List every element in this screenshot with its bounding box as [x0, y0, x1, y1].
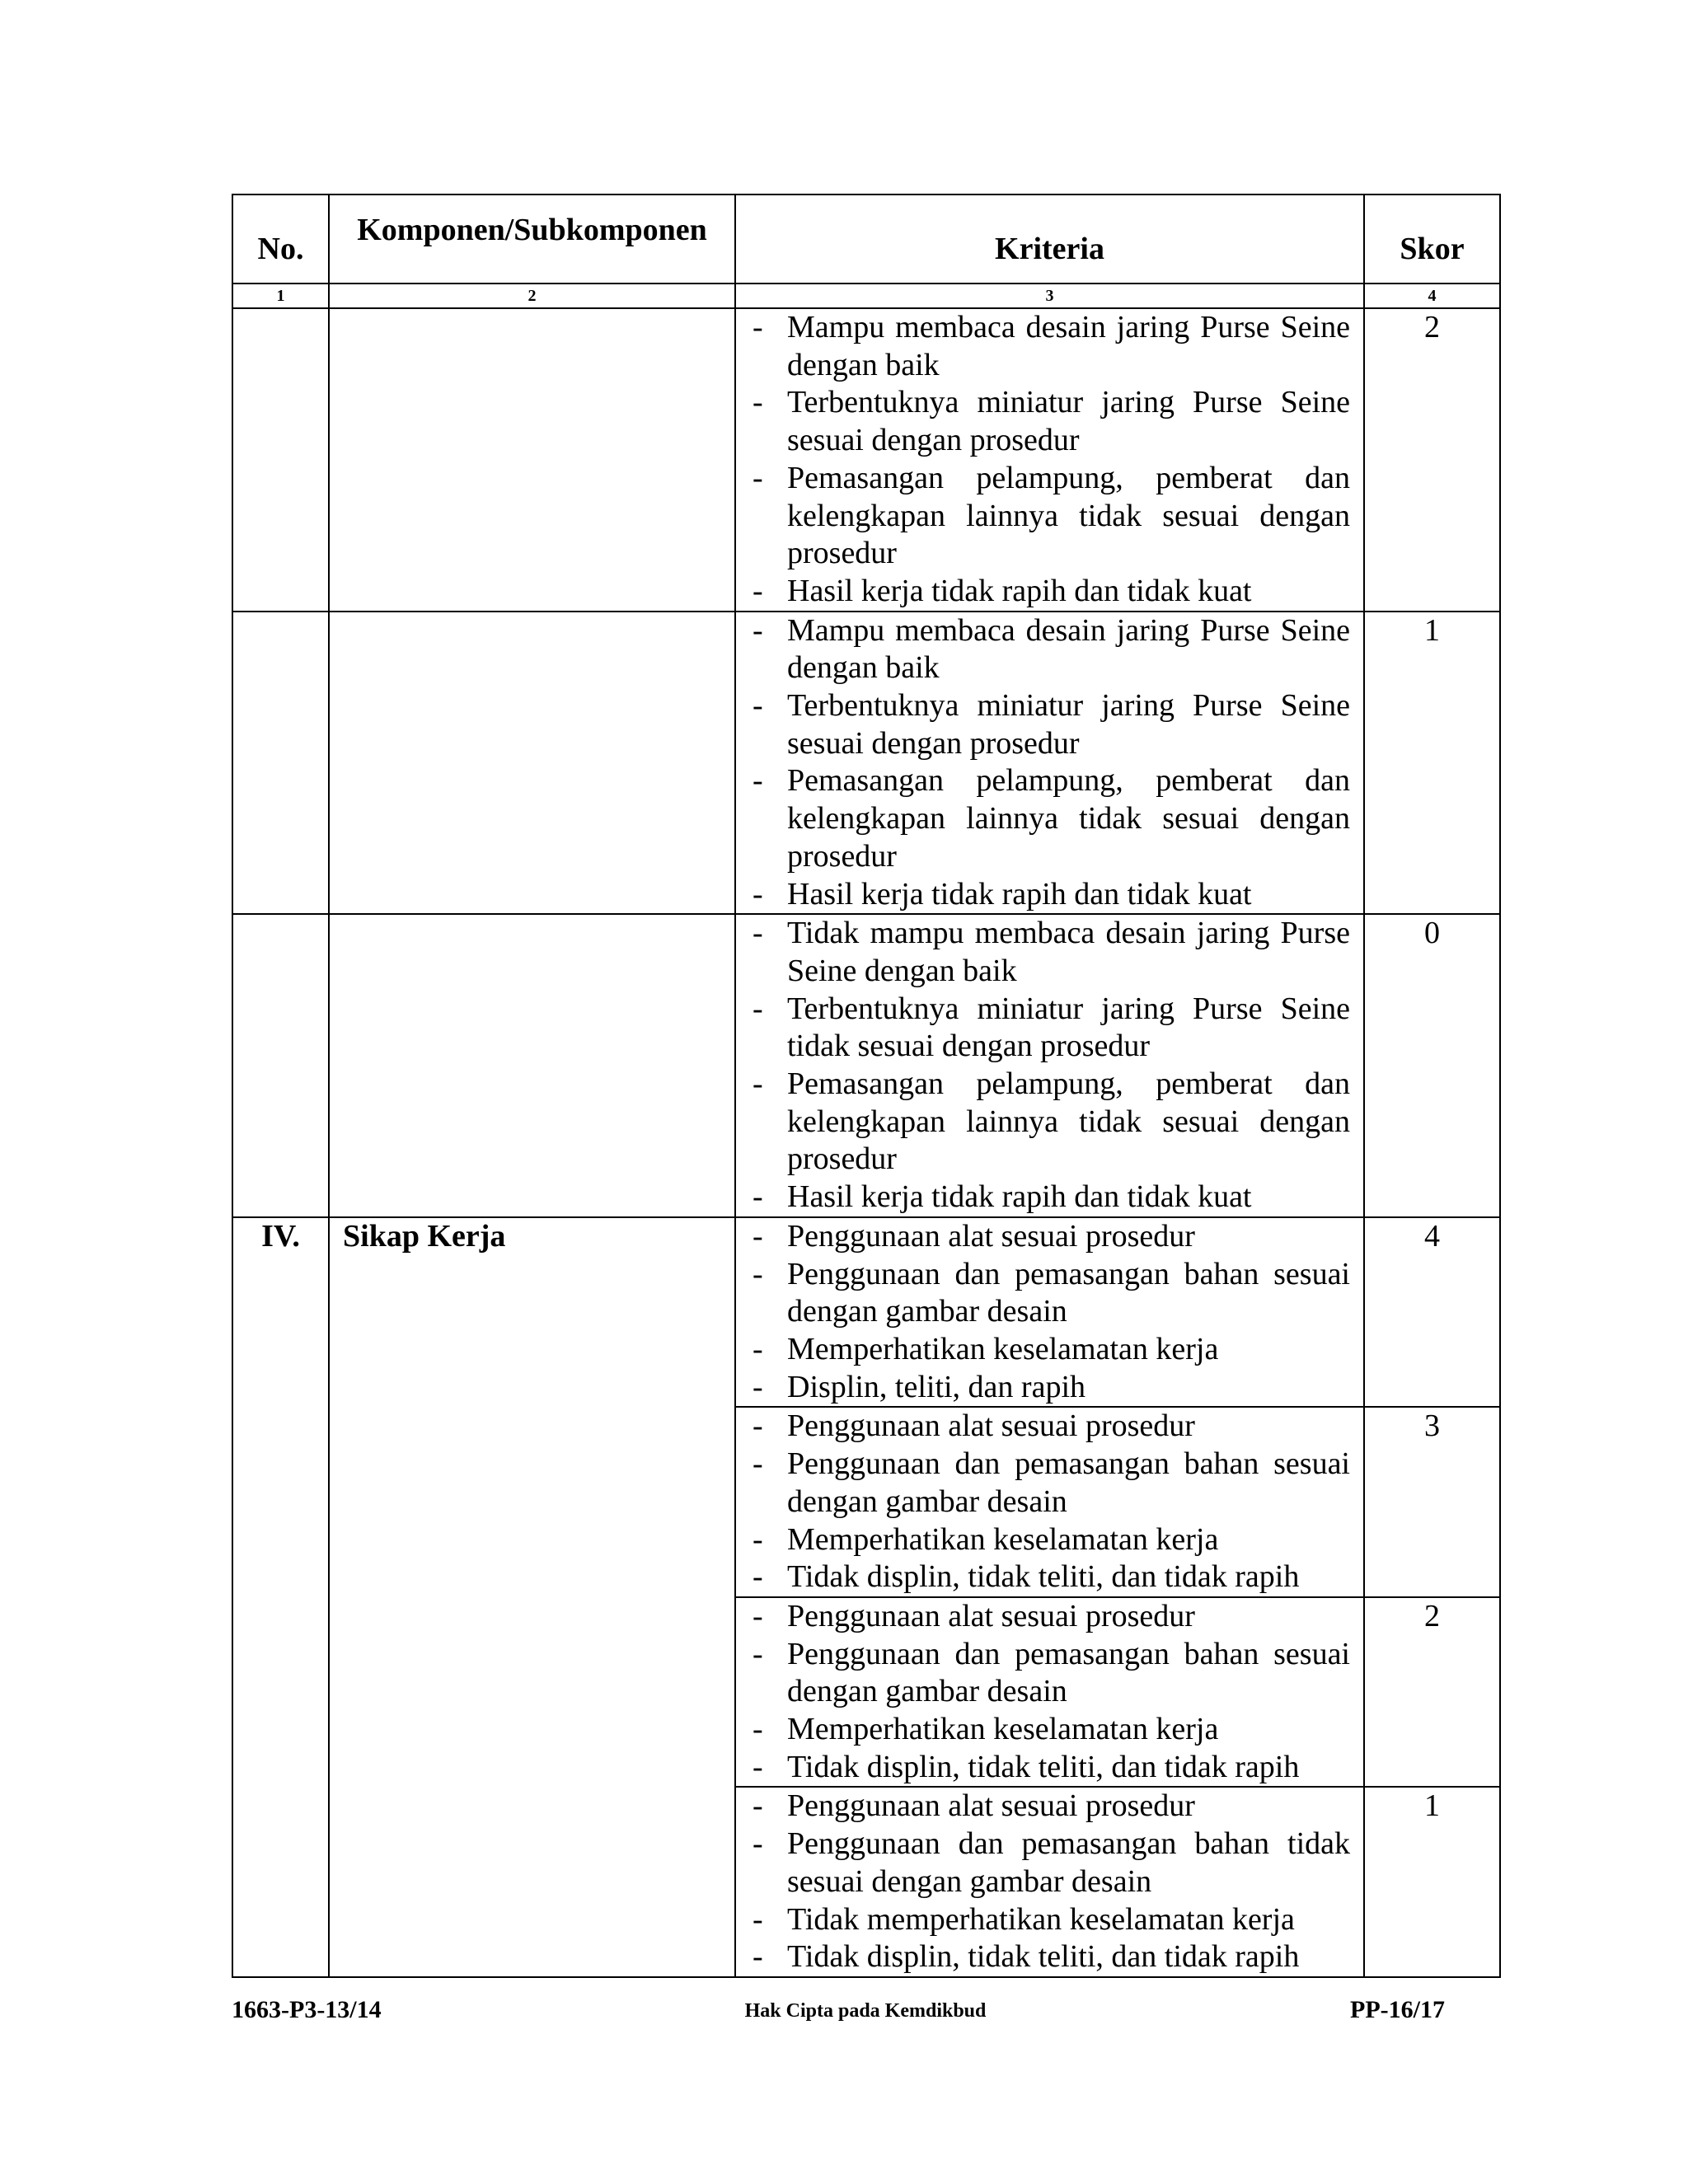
- column-number: 4: [1364, 284, 1500, 308]
- criteria-item: - Penggunaan alat sesuai prosedur: [753, 1788, 1195, 1824]
- score-cell: 2: [1364, 308, 1500, 612]
- kriteria-cell: [735, 308, 1364, 612]
- kriteria-cell: [735, 1217, 1364, 1408]
- table-row: [232, 308, 1500, 612]
- score-cell: 2: [1364, 1597, 1500, 1788]
- criteria-item: - Penggunaan dan pemasangan bahan sesuai dengan gambar desain: [753, 1256, 1350, 1329]
- kriteria-cell: [735, 612, 1364, 915]
- criteria-item: - Pemasangan pelampung, pemberat dan kelengkapan lainnya tidak sesuai dengan prosedur: [753, 763, 1350, 874]
- criteria-item: - Tidak displin, tidak teliti, dan tidak rapih: [753, 1749, 1300, 1784]
- criteria-item: - Penggunaan alat sesuai prosedur: [753, 1408, 1195, 1444]
- score-cell: 1: [1364, 612, 1500, 915]
- header-komponen: Komponen/Subkomponen: [329, 194, 735, 284]
- criteria-item: - Memperhatikan keselamatan kerja: [753, 1521, 1219, 1557]
- score-cell: 1: [1364, 1787, 1500, 1977]
- column-number-row: [232, 284, 1500, 308]
- criteria-item: - Tidak displin, tidak teliti, dan tidak rapih: [753, 1939, 1300, 1975]
- column-number: 2: [329, 284, 735, 308]
- table-header-row: [232, 194, 1500, 284]
- komponen-cell: Sikap Kerja: [329, 1217, 735, 1977]
- criteria-item: - Terbentuknya miniatur jaring Purse Seine sesuai dengan prosedur: [753, 385, 1350, 458]
- column-number: 3: [735, 284, 1364, 308]
- header-no: No.: [232, 194, 329, 284]
- criteria-item: - Penggunaan alat sesuai prosedur: [753, 1218, 1195, 1254]
- table-row: [232, 1217, 1500, 1408]
- score-cell: 0: [1364, 914, 1500, 1217]
- criteria-item: - Memperhatikan keselamatan kerja: [753, 1712, 1219, 1747]
- table-row: [232, 612, 1500, 915]
- criteria-item: - Terbentuknya miniatur jaring Purse Seine tidak sesuai dengan prosedur: [753, 991, 1350, 1064]
- criteria-item: - Mampu membaca desain jaring Purse Seine dengan baik: [753, 612, 1350, 686]
- criteria-item: - Pemasangan pelampung, pemberat dan kelengkapan lainnya tidak sesuai dengan prosedur: [753, 460, 1350, 571]
- komponen-cell: [329, 914, 735, 1217]
- scoring-rubric-table: [232, 194, 1501, 1978]
- row-number-cell: [232, 612, 329, 915]
- criteria-item: - Tidak displin, tidak teliti, dan tidak rapih: [753, 1559, 1300, 1595]
- criteria-item: - Mampu membaca desain jaring Purse Seine dengan baik: [753, 310, 1350, 382]
- criteria-item: - Penggunaan alat sesuai prosedur: [753, 1598, 1195, 1633]
- kriteria-cell: [735, 1407, 1364, 1597]
- header-skor: Skor: [1364, 194, 1500, 284]
- criteria-item: - Hasil kerja tidak rapih dan tidak kuat: [753, 573, 1252, 608]
- criteria-item: - Tidak mampu membaca desain jaring Purse Seine dengan baik: [753, 916, 1350, 988]
- table-row: [232, 914, 1500, 1217]
- criteria-item: - Penggunaan dan pemasangan bahan tidak sesuai dengan gambar desain: [753, 1826, 1350, 1899]
- kriteria-cell: [735, 1787, 1364, 1977]
- criteria-item: - Hasil kerja tidak rapih dan tidak kuat: [753, 1179, 1252, 1215]
- criteria-item: - Tidak memperhatikan keselamatan kerja: [753, 1901, 1295, 1937]
- criteria-item: - Penggunaan dan pemasangan bahan sesuai dengan gambar desain: [753, 1636, 1350, 1709]
- criteria-item: - Terbentuknya miniatur jaring Purse Seine sesuai dengan prosedur: [753, 688, 1350, 761]
- page-number: PP-16/17: [1350, 1996, 1445, 2023]
- row-number-cell: [232, 308, 329, 612]
- column-number: 1: [232, 284, 329, 308]
- criteria-item: - Penggunaan dan pemasangan bahan sesuai dengan gambar desain: [753, 1446, 1350, 1519]
- score-cell: 3: [1364, 1407, 1500, 1597]
- criteria-item: - Hasil kerja tidak rapih dan tidak kuat: [753, 876, 1252, 912]
- komponen-cell: [329, 308, 735, 612]
- score-cell: 4: [1364, 1217, 1500, 1408]
- komponen-cell: [329, 612, 735, 915]
- criteria-item: - Memperhatikan keselamatan kerja: [753, 1331, 1219, 1366]
- header-kriteria: Kriteria: [735, 194, 1364, 284]
- copyright-notice: Hak Cipta pada Kemdikbud: [744, 2000, 987, 2022]
- criteria-item: - Pemasangan pelampung, pemberat dan kelengkapan lainnya tidak sesuai dengan prosedur: [753, 1066, 1350, 1177]
- row-number-cell: [232, 914, 329, 1217]
- document-code: 1663-P3-13/14: [232, 1996, 382, 2023]
- row-number-cell: IV.: [232, 1217, 329, 1977]
- criteria-item: - Displin, teliti, dan rapih: [753, 1369, 1086, 1404]
- kriteria-cell: [735, 914, 1364, 1217]
- kriteria-cell: [735, 1597, 1364, 1788]
